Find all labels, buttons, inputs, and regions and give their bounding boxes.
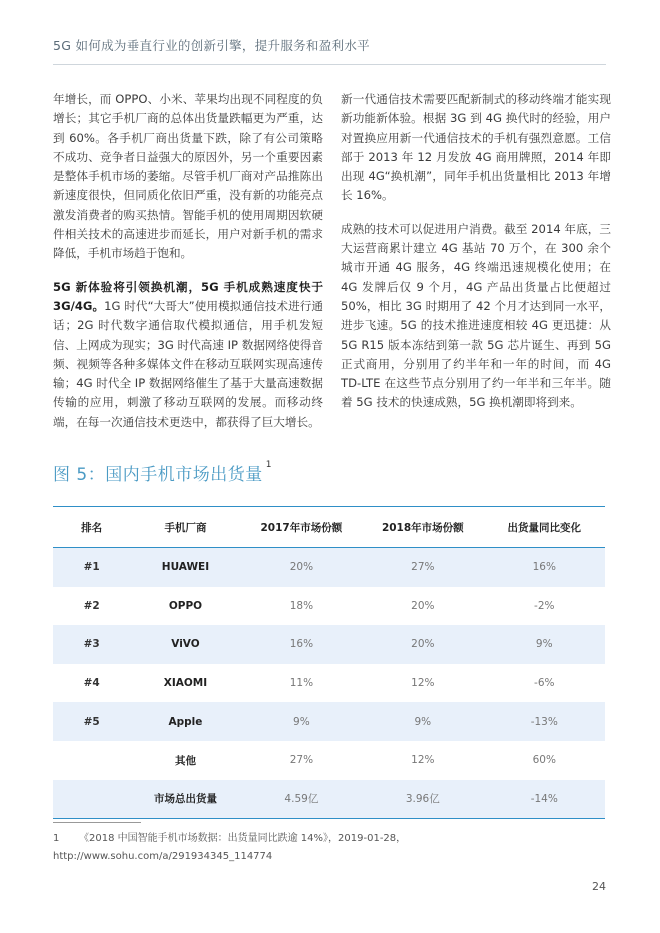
- cell-yoy-change: -6%: [534, 677, 555, 690]
- cell-vendor: OPPO: [168, 599, 203, 612]
- left-paragraph-2: [53, 278, 323, 432]
- header-share-2017: 2017年市场份额: [260, 521, 343, 534]
- table-row: [53, 741, 605, 780]
- cell-rank: #3: [83, 638, 100, 651]
- table-row: [53, 664, 605, 703]
- cell-vendor: 市场总出货量: [153, 793, 217, 806]
- cell-yoy-change: -2%: [534, 599, 555, 612]
- footnote-reference: 1: [265, 460, 272, 470]
- header-share-2018: 2018年市场份额: [381, 521, 464, 534]
- cell-share-2018: 27%: [411, 561, 435, 574]
- cell-vendor: ViVO: [171, 638, 200, 651]
- left-column: [53, 90, 323, 446]
- left-paragraph-2-body: 1G 时代“大哥大”使用模拟通信技术进行通话；2G 时代数字通信取代模拟通信，用手机发短信、上网成为现实；3G 时代高速 IP 数据网络使得音频、视频等各种多媒体文件在移动互联网实现高速传输；4G 时代全 IP 数据网络催生了基于大量高速数据传输的应用，刺激了移动互联网的发展。而移动终端，在每一次通信技术更迭中，都获得了巨大增长。: [53, 298, 323, 429]
- market-share-table: [53, 506, 605, 819]
- header-rank: 排名: [81, 521, 103, 534]
- table-row: [53, 587, 605, 626]
- cell-vendor: HUAWEI: [161, 561, 210, 574]
- header-divider: [53, 64, 606, 65]
- cell-yoy-change: 9%: [535, 638, 553, 651]
- cell-share-2017: 9%: [293, 715, 310, 728]
- cell-share-2018: 9%: [414, 715, 432, 728]
- cell-vendor: Apple: [168, 715, 203, 728]
- cell-share-2018: 20%: [411, 599, 435, 612]
- cell-share-2017: 11%: [289, 677, 314, 690]
- table-row: [53, 548, 605, 587]
- cell-rank: #1: [83, 561, 100, 574]
- table-row: [53, 625, 605, 664]
- left-paragraph-1: 年增长，而 OPPO、小米、苹果均出现不同程度的负增长；其它手机厂商的总体出货量跌幅更为严重，达到 60%。各手机厂商出货量下跌，除了有公司策略不成功、竞争者日益强大的原因外，另一个重要因素是整体手机市场的萎缩。尽管手机厂商对产品推陈出新速度很快，但同质化依旧严重，没有新的功能亮点激发消费者的购买热情。智能手机的使用周期因软硬件相关技术的高速进步而延长，用户对新手机的需求降低，手机市场趋于饱和。: [53, 92, 323, 261]
- figure-title: [53, 460, 272, 485]
- right-column: [341, 90, 611, 427]
- right-paragraph-2: 成熟的技术可以促进用户消费。截至 2014 年底，三大运营商累计建立 4G 基站 70 万个，在 300 余个城市开通 4G 服务，4G 终端迅速规模化使用；在 4G 发牌后仅 9 个月，4G 产品出货量占比便超过 50%，相比 3G 时期用了 42 个月才达到同一水平，进步飞速。5G 的技术推进速度相较 4G 更迅捷：从 5G R15 版本冻结到第一款 5G 芯片诞生、再到 5G 正式商用，分别用了约半年和一年的时间，而 4G TD-LTE 在这些节点分别用了约一年半和三年半。随着 5G 技术的快速成熟，5G 换机潮即将到来。: [341, 221, 611, 410]
- table-header-row: [53, 507, 605, 548]
- section-lead: 5G 新体验将引领换机潮，5G 手机成熟速度快于 3G/4G。: [53, 279, 323, 313]
- cell-share-2017: 4.59亿: [284, 793, 319, 806]
- right-paragraph-1: 新一代通信技术需要匹配新制式的移动终端才能实现新功能新体验。根据 3G 到 4G 换代时的经验，用户对置换应用新一代通信技术的手机有强烈意愿。工信部于 2013 年 12 月发放 4G 商用牌照，2014 年即出现 4G“换机潮”，同年手机出货量相比 2013 年增长 16%。: [341, 92, 611, 203]
- cell-vendor: 其他: [174, 754, 196, 767]
- footnote: [53, 830, 406, 866]
- running-header: 5G 如何成为垂直行业的创新引擎，提升服务和盈利水平: [53, 38, 370, 53]
- cell-share-2017: 16%: [289, 638, 314, 651]
- cell-share-2018: 20%: [411, 638, 435, 651]
- table-row: [53, 702, 605, 741]
- cell-yoy-change: -14%: [530, 792, 558, 805]
- cell-share-2018: 12%: [411, 677, 435, 690]
- cell-share-2017: 18%: [289, 599, 314, 612]
- cell-rank: #2: [83, 599, 100, 612]
- cell-yoy-change: 60%: [532, 754, 556, 767]
- cell-yoy-change: 16%: [532, 561, 556, 574]
- cell-share-2018: 3.96亿: [405, 793, 440, 806]
- cell-vendor: XIAOMI: [163, 677, 208, 690]
- header-yoy-change: 出货量同比变化: [507, 521, 582, 534]
- figure-title-text: 图 5：国内手机市场出货量: [53, 465, 263, 485]
- cell-rank: #4: [83, 677, 100, 690]
- cell-share-2018: 12%: [411, 754, 435, 767]
- footnote-url[interactable]: http://www.sohu.com/a/291934345_114774: [53, 851, 273, 862]
- footnote-divider: [53, 822, 141, 823]
- cell-rank: [53, 741, 130, 780]
- page-number: 24: [592, 880, 606, 893]
- cell-rank: [53, 780, 130, 819]
- footnote-line-1: [53, 830, 406, 848]
- cell-rank: #5: [83, 715, 100, 728]
- cell-share-2017: 27%: [289, 754, 314, 767]
- header-vendor: 手机厂商: [164, 521, 207, 534]
- footnote-number: 1: [53, 833, 60, 844]
- cell-yoy-change: -13%: [530, 715, 558, 728]
- table-total-row: [53, 780, 605, 819]
- cell-share-2017: 20%: [289, 561, 314, 574]
- footnote-citation: 《2018 中国智能手机市场数据：出货量同比跌逾 14%》，2019-01-28，: [79, 833, 407, 844]
